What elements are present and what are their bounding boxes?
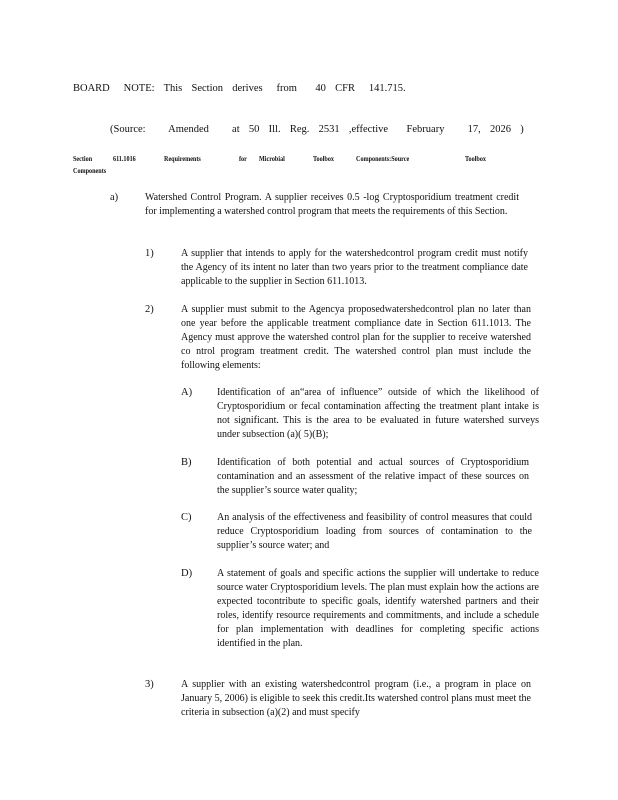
item-a2C-text: An analysis of the effectiveness and feasibility of control measures that could reduce Cryptosporidium loading from sources of contamination to the supplier’s source water; and: [217, 512, 532, 551]
heading-requirements: Requirements: [164, 154, 201, 163]
item-a1-text: A supplier that intends to apply for the watershedcontrol program credit must notify the Agency of its intent no later than two years prior to the treatment compliance date applicable to the supplier in Section 611.1013.: [181, 248, 528, 287]
heading-section-word: Section: [73, 154, 93, 163]
item-a2B-label: B): [181, 457, 192, 468]
heading-section-number: 611.1016: [113, 154, 136, 163]
heading-microbial: Microbial: [259, 154, 285, 163]
item-a-label: a): [110, 192, 119, 203]
item-a3-label: 3): [145, 679, 154, 690]
item-a3-text: A supplier with an existing watershedcontrol program (i.e., a program in place on January 5, 2006) is eligible to seek this credit.Its watershed control plans must meet the criteria in subsection (a)(2) and must specify: [181, 679, 531, 718]
source-note: (Source: Amended at 50 Ill. Reg. 2531 ,effective February 17, 2026 ): [110, 124, 524, 135]
item-a-text: Watershed Control Program. A supplier receives 0.5 -log Cryptosporidium treatment credit for implementing a watershed control program that meets the requirements of this Section.: [145, 192, 519, 217]
board-note: BOARD NOTE: This Section derives from 40 CFR 141.715.: [73, 83, 406, 94]
item-a2B-text: Identification of both potential and actual sources of Cryptosporidium contamination and an assessment of the relative impact of these sources on the supplier’s source water quality;: [217, 457, 529, 496]
item-a2-text: A supplier must submit to the Agencya proposedwatershedcontrol plan no later than one year before the applicable treatment compliance date in Section 611.1013. The Agency must approve the watershed control plan for the supplier to receive watershed co ntrol program treatment credit. The watershed control plan must include the following elements:: [181, 304, 531, 371]
heading-toolbox-2: Toolbox: [465, 154, 486, 163]
item-a2C-label: C): [181, 512, 192, 523]
heading-toolbox: Toolbox: [313, 154, 334, 163]
heading-for: for: [239, 154, 247, 163]
item-a2D-text: A statement of goals and specific actions the supplier will undertake to reduce source water Cryptosporidium levels. The plan must explain how the actions are expected tocontribute to specific goals, identify watershed partners and their roles, identify resource requirements and commitments, and include a schedule for plan implementation with deadlines for completing specific actions identified in the plan.: [217, 568, 539, 649]
item-a2A-text: Identification of an“area of influence” outside of which the likelihood of Cryptosporidium or fecal contamination affecting the treatment plant intake is not significant. This is the area to be evaluated in future watershed surveys under subsection (a)( 5)(B);: [217, 387, 539, 440]
heading-components-source: Components:Source: [356, 154, 410, 163]
item-a1-label: 1): [145, 248, 154, 259]
item-a2D-label: D): [181, 568, 193, 579]
item-a2-label: 2): [145, 304, 154, 315]
item-a2A-label: A): [181, 387, 193, 398]
heading-components: Components: [73, 166, 107, 175]
